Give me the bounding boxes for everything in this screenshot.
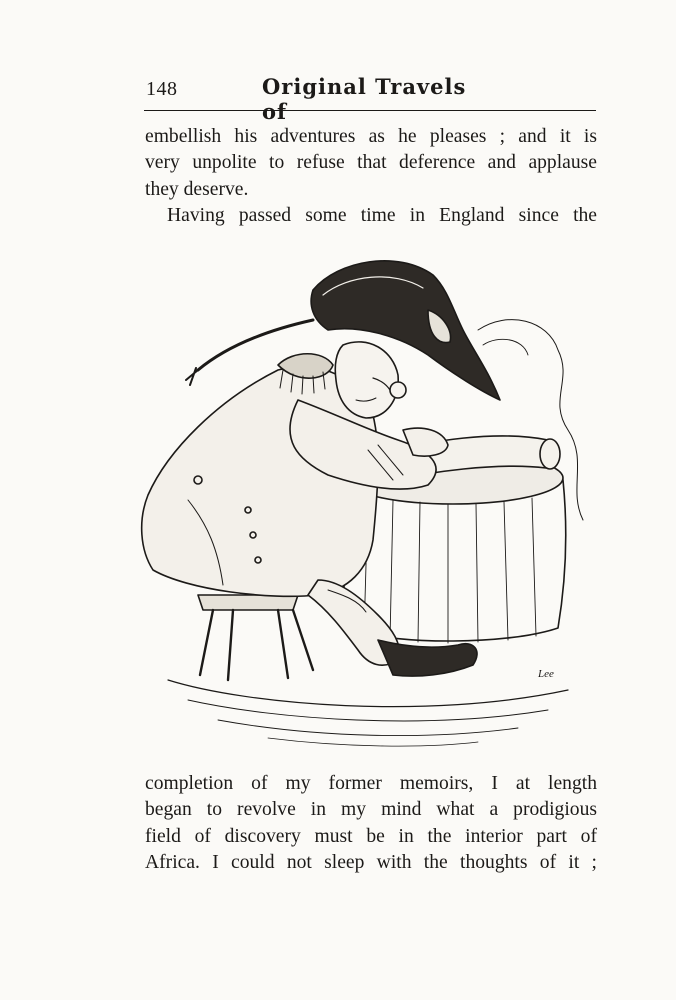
text-line: completion of my former memoirs, I at length	[145, 773, 597, 794]
paragraph-continuation	[145, 771, 597, 876]
body-text-top	[145, 124, 597, 229]
header-rule	[144, 110, 596, 111]
paragraph-new	[145, 203, 597, 229]
text-line: very unpolite to refuse that deference and applause	[145, 152, 597, 174]
text-line: Having passed some time in England since the	[167, 204, 597, 226]
paragraph-continuation	[145, 124, 597, 203]
engraving-illustration	[128, 250, 588, 750]
text-line: field of discovery must be in the interior part of	[145, 825, 597, 847]
text-line: Africa. I could not sleep with the thoughts of it ;	[145, 851, 597, 873]
running-head: Original Travels of	[262, 74, 467, 124]
text-line: they deserve.	[145, 178, 249, 200]
body-text-bottom	[145, 771, 597, 876]
page-number: 148	[146, 78, 178, 100]
text-line: embellish his adventures as he pleases ; and it is	[145, 126, 597, 147]
text-line: began to revolve in my mind what a prodigious	[145, 799, 597, 821]
artist-signature: Lee	[538, 668, 554, 680]
